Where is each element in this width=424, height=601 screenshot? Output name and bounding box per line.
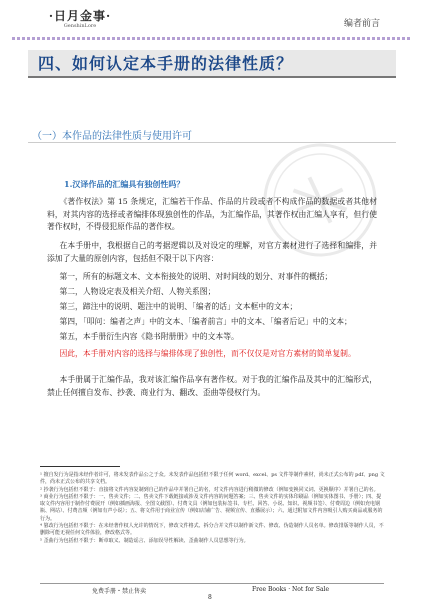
footnote-separator bbox=[40, 466, 120, 467]
list-item-fourth: 第四，「叩问：编者之声」中的文本、「编者前言」中的文本、「编者后记」中的文本； bbox=[59, 317, 352, 326]
page-header bbox=[0, 0, 424, 34]
footer-left-text: 免费手册・禁止售卖 bbox=[92, 588, 147, 595]
footnote-1: ¹ 擅自发行为是指未经作者许可，将未发表作品公之于众。未发表作品包括但不限于任何 word、excel、ps 文件等制作素材，尚未正式公布的 pdf、png 文件，尚未正式公布的共享文档。 bbox=[40, 472, 385, 486]
subsection-heading: 1.汉译作品的汇编具有独创性吗？ bbox=[64, 179, 185, 189]
conclusion-red-text: 因此，本手册对内容的选择与编排体现了独创性，而不仅仅是对官方素材的简单复制。 bbox=[59, 349, 356, 358]
footnote-4: ⁴ 篡改行为包括但不限于：在未经著作权人允许的情况下，修改文件格式、拆分合并文件以制作新文件、修改、伪造制作人员名单。修改排版等制作人员，不删除可能无视任何文件体验，修改格式等。 bbox=[40, 523, 384, 537]
page-number: 8 bbox=[208, 594, 212, 601]
list-item-first: 第一，所有的标题文本、文本衔接处的说明、对时间线的划分、对事件的概括； bbox=[59, 272, 333, 281]
logo-sub-text: GenshinLore bbox=[63, 23, 97, 29]
section-heading: （一）本作品的法律性质与使用许可 bbox=[32, 131, 192, 142]
list-item-third: 第三，蹄注中的说明、题注中的说明、「编者的话」文本框中的文本； bbox=[59, 302, 298, 311]
logo-main-text: ·日月金事· bbox=[48, 9, 112, 23]
paragraph-rights: 本手册属于汇编作品，我对该汇编作品享有著作权。对于我的汇编作品及其中的汇编形式，禁止任何擅自发布、抄袭、商业行为、翻改、歪曲等侵权行为。 bbox=[47, 375, 377, 397]
footnote-5: ⁵ 歪曲行为包括但不限于：断章取义、制造谣言、添加误导性解读、歪曲制作人员思想等行为。 bbox=[40, 537, 249, 544]
genshinlore-logo bbox=[40, 9, 120, 33]
footer-right-text: Free Books · Not for Sale bbox=[251, 586, 329, 593]
chapter-heading: 四、如何认定本手册的法律性质？ bbox=[38, 54, 294, 73]
decorative-divider bbox=[12, 37, 412, 40]
list-item-fifth: 第五，本手册衍生内容《隐书附册册》中的文本等。 bbox=[59, 332, 239, 341]
footnote-2: ² 抄袭行为包括但不限于：直接将文件内容复制到自己的作品中并署自己的名，对文件内容进行稍微的修改（例如变换同义词、更换顺序）并署自己的名。 bbox=[40, 486, 379, 493]
footer-divider bbox=[40, 583, 384, 584]
footnotes bbox=[40, 472, 385, 545]
paragraph-copyright-law: 《著作权法》第 15 条规定，汇编若干作品、作品的片段或者不构成作品的数据或者其他材料，对其内容的选择或者编排体现独创性的作品，为汇编作品，其著作权由汇编人享有，但行使著作权时，不得侵犯原作品的著作权。 bbox=[47, 197, 377, 232]
running-header-title: 编者前言 bbox=[343, 19, 380, 29]
list-item-second: 第二，人物设定表及相关介绍、人物关系图； bbox=[59, 287, 216, 296]
paragraph-selection: 在本手册中，我根据自己的考据逻辑以及对设定的理解，对官方素材进行了选择和编排，并添加了大量的原创内容，包括但不限于以下内容： bbox=[47, 241, 377, 263]
footnote-3: ³ 商业行为包括但不限于：一、售卖文件；二、售卖文件下载链接或涉及文件内容的问题答案；三、售卖文件的实体印刷品（例如实体图书、手册）；四、提取文件内容用于制作付费展开（例如插画海报、全图文截图）、付费文具（例如包装标签书、专栏、回答、小说、知识、视频书签）、付费周边（例如充电钢瓶、网站）、付费音频（例如有声小说）；五、将文件用于商业宣传（例如店铺广告、视频宣传、直播展示）；六、通过附加文件内容吸引人购买商品或服务的行为。 bbox=[40, 493, 383, 522]
